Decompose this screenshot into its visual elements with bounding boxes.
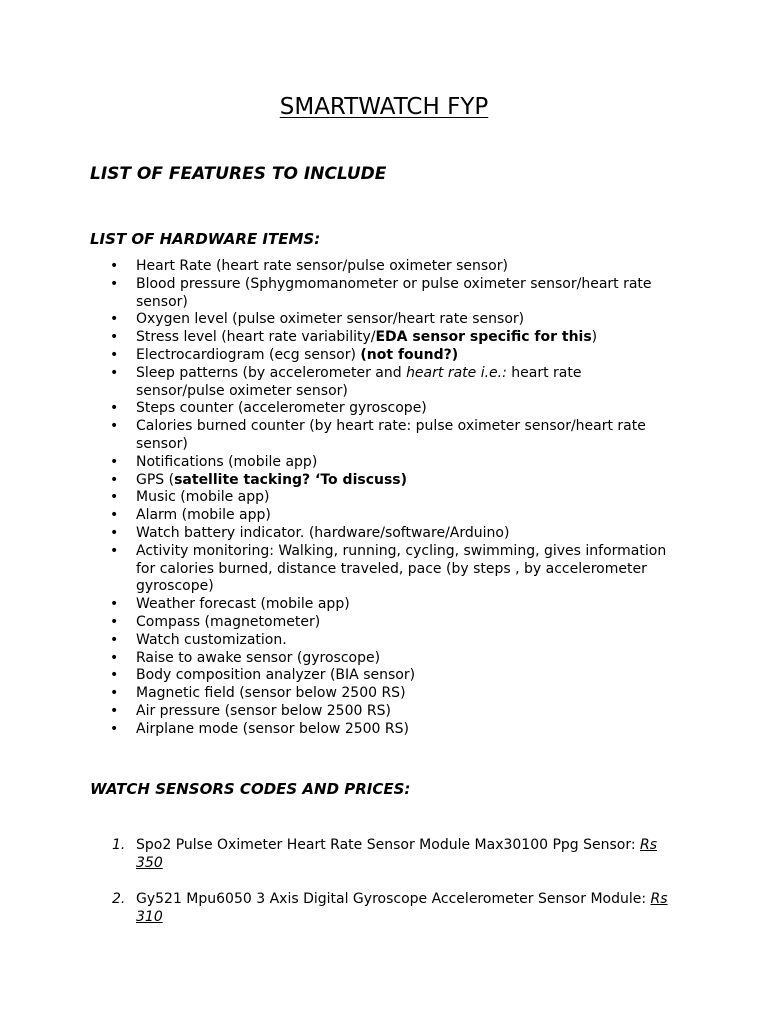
sensor-codes-heading: WATCH SENSORS CODES AND PRICES:: [90, 780, 411, 798]
bullet-icon: •: [110, 524, 119, 541]
list-item-text: Blood pressure (Sphygmomanometer or pulse oximeter sensor/heart rate sensor): [136, 275, 652, 310]
steps-counter-item: [0, 400, 668, 418]
bullet-icon: •: [110, 631, 119, 648]
sensor-description: Spo2 Pulse Oximeter Heart Rate Sensor Module Max30100 Ppg Sensor:: [136, 837, 641, 853]
battery-indicator-item: [0, 525, 668, 543]
blood-pressure-item: [0, 276, 668, 312]
body-composition-item: [0, 667, 668, 685]
list-item-text: Activity monitoring: Walking, running, cycling, swimming, gives information for calories burned, distance traveled, pace (by steps , by accelerometer gyroscope): [136, 542, 667, 595]
sensor-description: Gy521 Mpu6050 3 Axis Digital Gyroscope Accelerometer Sensor Module:: [136, 891, 651, 907]
list-item-text: Sleep patterns (by accelerometer and: [136, 364, 407, 381]
list-number: 1.: [112, 837, 126, 853]
document-title: SMARTWATCH FYP: [279, 94, 489, 120]
bullet-icon: •: [110, 346, 119, 363]
music-item: [0, 489, 668, 507]
activity-monitoring-item: [0, 543, 668, 596]
sensor-codes-list: [0, 836, 768, 944]
bullet-icon: •: [110, 400, 119, 417]
sensor-code-item: [0, 890, 668, 926]
bullet-icon: •: [110, 667, 119, 684]
gps-item: [0, 472, 668, 490]
bullet-icon: •: [110, 418, 119, 435]
list-item-text: heart rate sensor/pulse oximeter sensor): [136, 364, 582, 399]
list-item-text: EDA sensor specific for this: [375, 329, 592, 346]
heart-rate-item: [0, 258, 668, 276]
hardware-heading: LIST OF HARDWARE ITEMS:: [90, 230, 321, 248]
raise-to-awake-item: [0, 650, 668, 668]
oxygen-level-item: [0, 311, 668, 329]
list-item-text: Compass (magnetometer): [136, 613, 321, 630]
list-item-text: Heart Rate (heart rate sensor/pulse oximeter sensor): [136, 258, 508, 274]
list-item-text: Airplane mode (sensor below 2500 RS): [136, 720, 409, 737]
alarm-item: [0, 507, 668, 525]
calories-item: [0, 418, 668, 454]
list-item-text: Calories burned counter (by heart rate: pulse oximeter sensor/heart rate sensor): [136, 418, 646, 452]
list-item-text: Watch customization.: [136, 631, 287, 648]
bullet-icon: •: [110, 542, 119, 559]
list-item-text: GPS (: [136, 471, 175, 488]
sensor-price: Rs 310: [136, 891, 668, 925]
bullet-icon: •: [110, 471, 119, 488]
bullet-icon: •: [110, 702, 119, 719]
list-item-text: Electrocardiogram (ecg sensor): [136, 346, 361, 363]
bullet-icon: •: [110, 258, 119, 274]
list-item-text: Music (mobile app): [136, 489, 270, 506]
airplane-mode-item: [0, 721, 668, 739]
list-item-text: Magnetic field (sensor below 2500 RS): [136, 685, 406, 702]
sensor-code-item: [0, 836, 668, 872]
bullet-icon: •: [110, 507, 119, 524]
air-pressure-item: [0, 703, 668, 721]
bullet-icon: •: [110, 613, 119, 630]
list-item-text: Oxygen level (pulse oximeter sensor/heart rate sensor): [136, 311, 525, 328]
bullet-icon: •: [110, 311, 119, 328]
list-item-text: ): [591, 329, 598, 346]
list-number: 2.: [112, 891, 126, 907]
bullet-icon: •: [110, 649, 119, 666]
list-item-text: satellite tacking? ‘To discuss): [174, 471, 408, 488]
stress-level-item: [0, 329, 668, 347]
bullet-icon: •: [110, 489, 119, 506]
list-item-text: Stress level (heart rate variability/: [136, 329, 376, 346]
list-item-text: heart rate i.e.:: [406, 364, 507, 381]
list-item-text: Weather forecast (mobile app): [136, 596, 350, 613]
list-item-text: Alarm (mobile app): [136, 507, 271, 524]
bullet-icon: •: [110, 596, 119, 613]
list-item-text: Steps counter (accelerometer gyroscope): [136, 400, 427, 417]
bullet-icon: •: [110, 275, 119, 292]
magnetic-field-item: [0, 685, 668, 703]
hardware-items-list: [0, 258, 768, 739]
bullet-icon: •: [110, 364, 119, 381]
bullet-icon: •: [110, 453, 119, 470]
notifications-item: [0, 454, 668, 472]
list-item-text: (not found?): [360, 346, 459, 363]
weather-item: [0, 596, 668, 614]
ecg-item: [0, 347, 668, 365]
customization-item: [0, 632, 668, 650]
sleep-patterns-item: [0, 365, 668, 401]
list-item-text: Notifications (mobile app): [136, 453, 318, 470]
compass-item: [0, 614, 668, 632]
list-item-text: Air pressure (sensor below 2500 RS): [136, 702, 391, 719]
list-item-text: Body composition analyzer (BIA sensor): [136, 667, 416, 684]
list-item-text: Raise to awake sensor (gyroscope): [136, 649, 381, 666]
bullet-icon: •: [110, 329, 119, 346]
features-heading: LIST OF FEATURES TO INCLUDE: [90, 164, 387, 184]
list-item-text: Watch battery indicator. (hardware/software/Arduino): [136, 524, 510, 541]
bullet-icon: •: [110, 720, 119, 737]
sensor-price: Rs 350: [136, 837, 658, 871]
bullet-icon: •: [110, 685, 119, 702]
